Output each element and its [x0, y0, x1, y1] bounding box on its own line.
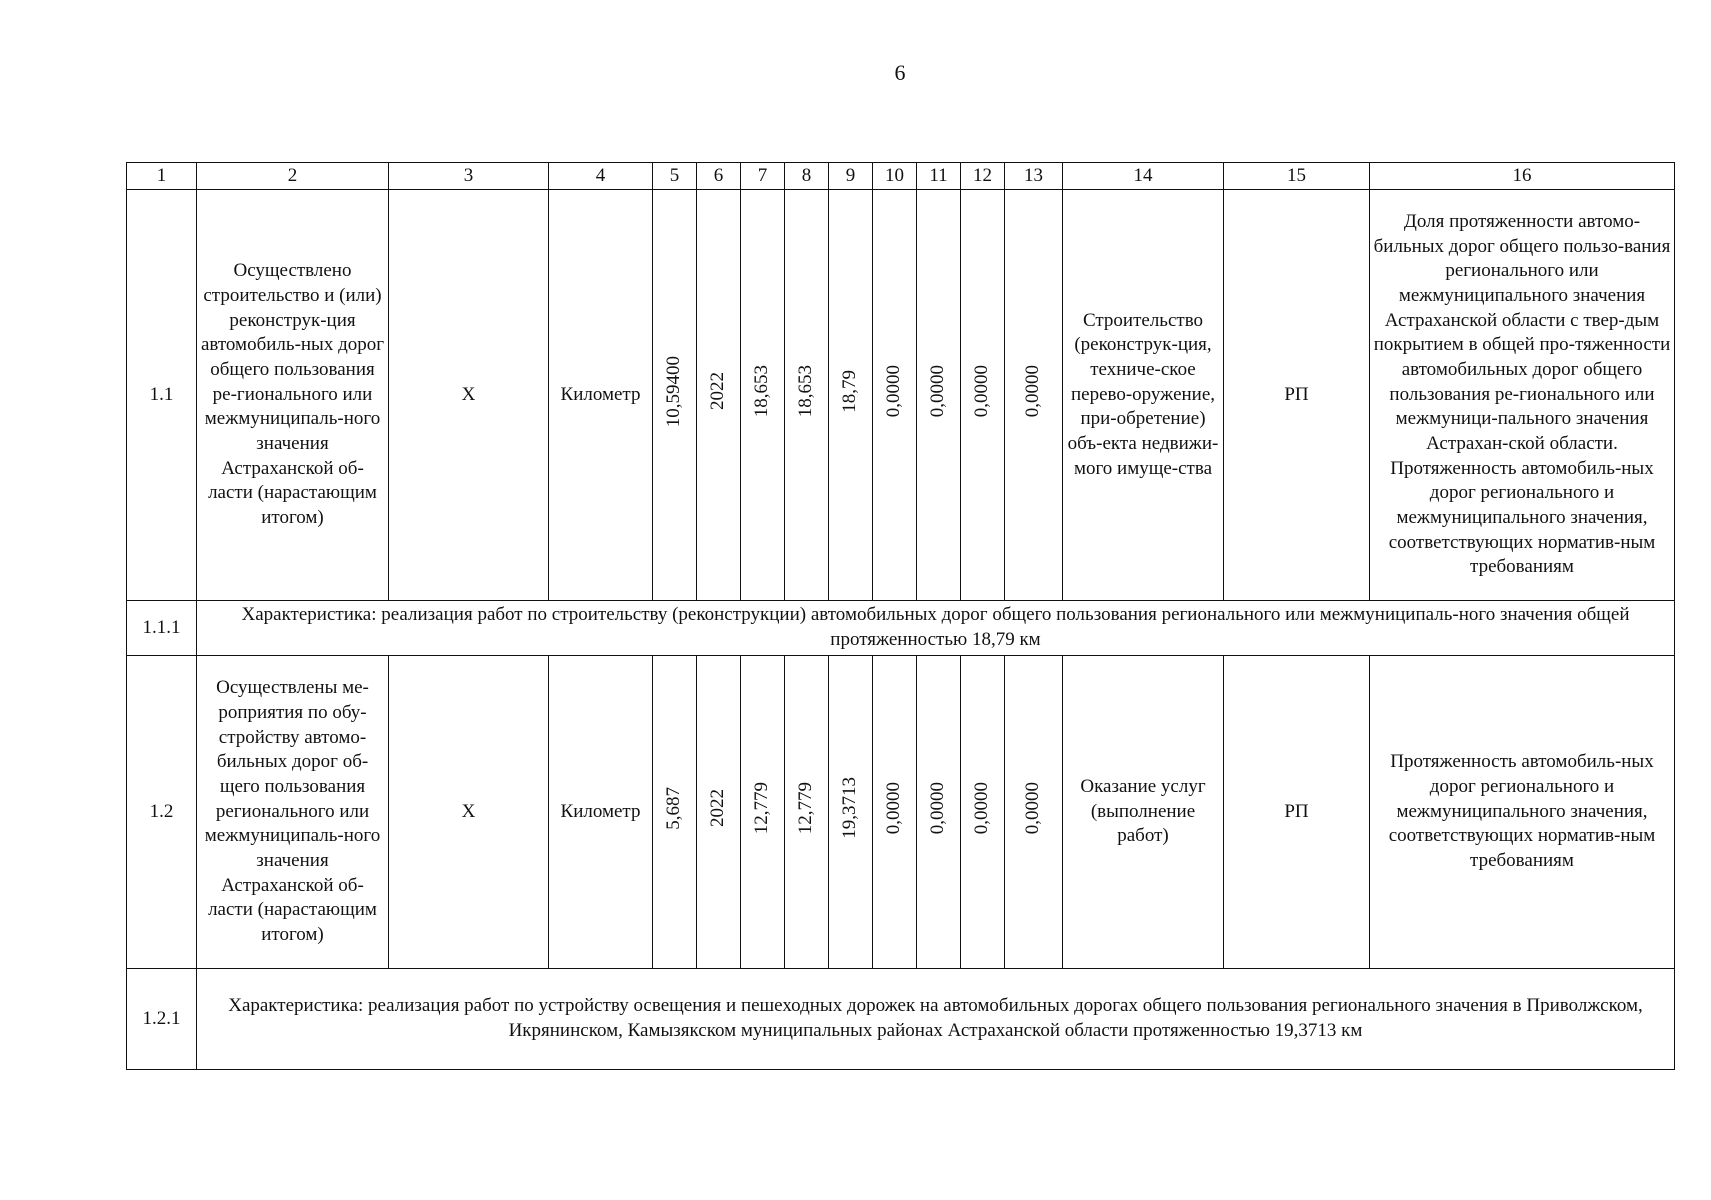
value-col9	[829, 190, 873, 601]
value-col10-text: 0,0000	[883, 365, 905, 418]
value-col11	[917, 656, 961, 969]
value-col13	[1005, 656, 1063, 969]
value-col7	[741, 190, 785, 601]
result-type: Оказание услуг (выполнение работ)	[1063, 656, 1224, 969]
value-col12-text: 0,0000	[971, 365, 993, 418]
indicator: Протяженность автомобиль-ных дорог регионального и межмуниципального значения, соответствующих норматив-ным требованиям	[1370, 656, 1675, 969]
base-year	[697, 190, 741, 601]
characteristic-number: 1.2.1	[127, 969, 197, 1070]
header-cell: 3	[389, 163, 549, 190]
value-col8-text: 18,653	[795, 365, 817, 418]
row-number: 1.1	[127, 190, 197, 601]
unit: Километр	[549, 656, 653, 969]
base-year-text: 2022	[707, 372, 729, 411]
value-col10	[873, 656, 917, 969]
base-value	[653, 656, 697, 969]
value-col7	[741, 656, 785, 969]
header-cell: 13	[1005, 163, 1063, 190]
header-cell: 10	[873, 163, 917, 190]
header-cell: 8	[785, 163, 829, 190]
value-col7-text: 12,779	[751, 782, 773, 835]
unit: Километр	[549, 190, 653, 601]
value-col8-text: 12,779	[795, 782, 817, 835]
value-col9-text: 18,79	[839, 369, 861, 413]
base-year-text: 2022	[707, 789, 729, 828]
value-col11-text: 0,0000	[927, 782, 949, 835]
header-cell: 4	[549, 163, 653, 190]
header-cell: 5	[653, 163, 697, 190]
header-row	[127, 163, 1675, 190]
value-col11-text: 0,0000	[927, 365, 949, 418]
characteristic-text: Характеристика: реализация работ по строительству (реконструкции) автомобильных дорог общего пользования регионального или межмуниципаль-ного значения общей протяженностью 18,79 км	[197, 601, 1675, 656]
header-cell: 14	[1063, 163, 1224, 190]
table-row	[127, 190, 1675, 601]
table-row	[127, 656, 1675, 969]
header-cell: 16	[1370, 163, 1675, 190]
indicator: Доля протяженности автомо-бильных дорог общего пользо-вания регионального или межмуниципального значения Астраханской области с твер-дым покрытием в общей про-тяженности автомобильных дорог общего пользования ре-гионального или межмуници-пального значения Астрахан-ской области. Протяженность автомобиль-ных дорог регионального и межмуниципального значения, соответствующих норматив-ным требованиям	[1370, 190, 1675, 601]
value-col12-text: 0,0000	[971, 782, 993, 835]
indicators-table	[126, 162, 1675, 1070]
value-col10	[873, 190, 917, 601]
characteristic-number: 1.1.1	[127, 601, 197, 656]
value-col8	[785, 190, 829, 601]
header-cell: 15	[1224, 163, 1370, 190]
value-col13-text: 0,0000	[1022, 365, 1044, 418]
header-cell: 6	[697, 163, 741, 190]
base-value	[653, 190, 697, 601]
page-number: 6	[894, 60, 906, 85]
value-col12	[961, 656, 1005, 969]
characteristic-text: Характеристика: реализация работ по устройству освещения и пешеходных дорожек на автомобильных дорогах общего пользования регионального значения в Приволжском, Икрянинском, Камызякском муниципальных районах Астраханской области протяженностью 19,3713 км	[197, 969, 1675, 1070]
base-value-text: 5,687	[663, 786, 685, 830]
header-cell: 2	[197, 163, 389, 190]
level: РП	[1224, 656, 1370, 969]
characteristic-row	[127, 969, 1675, 1070]
base-year	[697, 656, 741, 969]
base-value-text: 10,59400	[663, 355, 685, 427]
characteristic-row	[127, 601, 1675, 656]
value-col11	[917, 190, 961, 601]
result-name: Осуществлены ме-роприятия по обу-стройству автомо-бильных дорог об-щего пользования регионального или межмуниципаль-ного значения Астраханской об-ласти (нарастающим итогом)	[197, 656, 389, 969]
header-cell: 7	[741, 163, 785, 190]
value-col9	[829, 656, 873, 969]
value-col7-text: 18,653	[751, 365, 773, 418]
level: РП	[1224, 190, 1370, 601]
col3-value: Х	[389, 190, 549, 601]
value-col13	[1005, 190, 1063, 601]
result-name: Осуществлено строительство и (или) реконструк-ция автомобиль-ных дорог общего пользования ре-гионального или межмуниципаль-ного значения Астраханской об-ласти (нарастающим итогом)	[197, 190, 389, 601]
value-col13-text: 0,0000	[1022, 782, 1044, 835]
value-col9-text: 19,3713	[839, 777, 861, 840]
header-cell: 1	[127, 163, 197, 190]
header-cell: 11	[917, 163, 961, 190]
col3-value: Х	[389, 656, 549, 969]
result-type: Строительство (реконструк-ция, техниче-ское перево-оружение, при-обретение) объ-екта недвижи-мого имуще-ства	[1063, 190, 1224, 601]
value-col10-text: 0,0000	[883, 782, 905, 835]
value-col12	[961, 190, 1005, 601]
value-col8	[785, 656, 829, 969]
header-cell: 12	[961, 163, 1005, 190]
header-cell: 9	[829, 163, 873, 190]
row-number: 1.2	[127, 656, 197, 969]
